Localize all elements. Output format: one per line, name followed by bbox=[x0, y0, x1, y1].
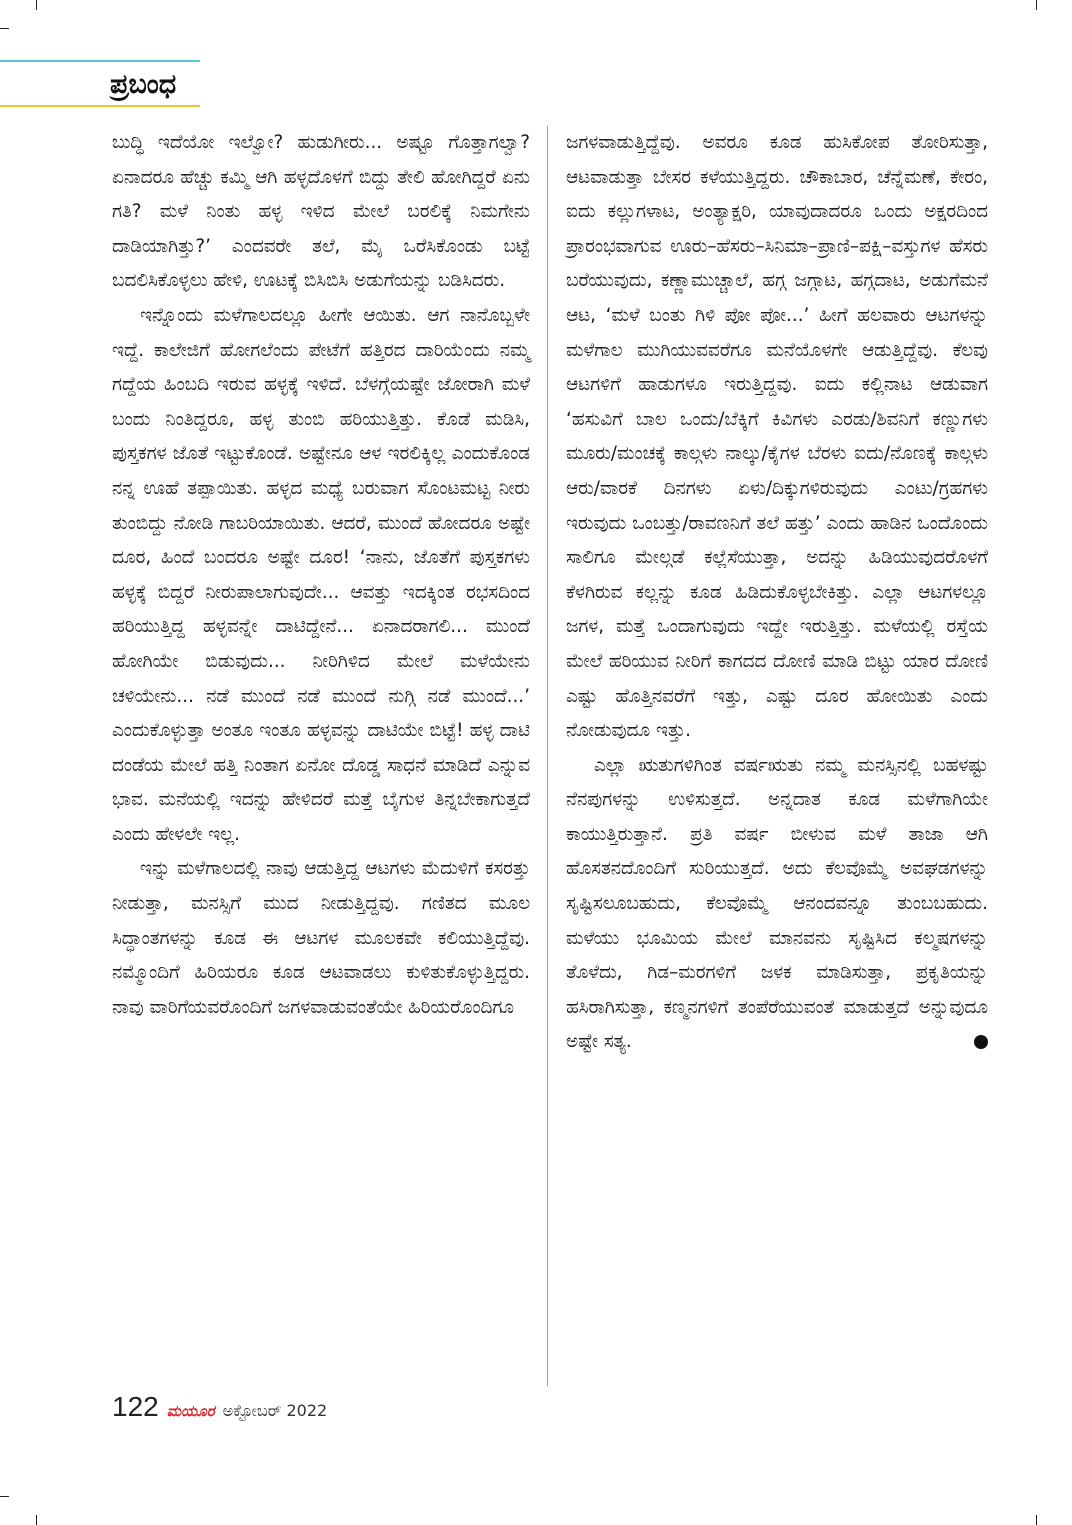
crop-mark bbox=[36, 0, 37, 10]
crop-mark bbox=[1036, 1515, 1037, 1525]
header-accent-line bbox=[0, 105, 200, 107]
crop-mark bbox=[1036, 0, 1037, 10]
page-footer bbox=[112, 1391, 327, 1431]
issue-date: ಅಕ್ಟೋಬರ್ 2022 bbox=[222, 1401, 328, 1420]
column-divider bbox=[547, 126, 548, 1386]
article-column-right bbox=[566, 126, 988, 1060]
section-header bbox=[0, 55, 210, 110]
section-title: ಪ್ರಬಂಧ bbox=[110, 69, 177, 100]
magazine-logo: ಮಯೂರ bbox=[166, 1402, 215, 1420]
paragraph: ಜಗಳವಾಡುತ್ತಿದ್ದೆವು. ಅವರೂ ಕೂಡ ಹುಸಿಕೋಪ ತೋರಿಸುತ್ತಾ, ಆಟವಾಡುತ್ತಾ ಬೇಸರ ಕಳೆಯುತ್ತಿದ್ದರು. ಚೌಕಾಬಾರ, ಚೆನ್ನೆಮಣೆ, ಕೇರಂ, ಐದು ಕಲ್ಲುಗಳಾಟ, ಅಂತ್ಯಾಕ್ಷರಿ, ಯಾವುದಾದರೂ ಒಂದು ಅಕ್ಷರದಿಂದ ಪ್ರಾರಂಭವಾಗುವ ಊರು–ಹೆಸರು–ಸಿನಿಮಾ–ಪ್ರಾಣಿ–ಪಕ್ಷಿ–ವಸ್ತುಗಳ ಹೆಸರು ಬರೆಯುವುದು, ಕಣ್ಣಾಮುಚ್ಚಾಲೆ, ಹಗ್ಗ ಜಗ್ಗಾಟ, ಹಗ್ಗದಾಟ, ಅಡುಗೆಮನೆ ಆಟ, ‘ಮಳೆ ಬಂತು ಗಿಳಿ ಪೋ ಪೋ...’ ಹೀಗೆ ಹಲವಾರು ಆಟಗಳನ್ನು ಮಳೆಗಾಲ ಮುಗಿಯುವವರೆಗೂ ಮನೆಯೊಳಗೇ ಆಡುತ್ತಿದ್ದೆವು. ಕೆಲವು ಆಟಗಳಿಗೆ ಹಾಡುಗಳೂ ಇರುತ್ತಿದ್ದವು. ಐದು ಕಲ್ಲಿನಾಟ ಆಡುವಾಗ ‘ಹಸುವಿಗೆ ಬಾಲ ಒಂದು/ಬೆಕ್ಕಿಗೆ ಕಿವಿಗಳು ಎರಡು/ಶಿವನಿಗೆ ಕಣ್ಣುಗಳು ಮೂರು/ಮಂಚಕ್ಕೆ ಕಾಲ್ಗಳು ನಾಲ್ಕು/ಕೈಗಳ ಬೆರಳು ಐದು/ನೊಣಕ್ಕೆ ಕಾಲ್ಗಳು ಆರು/ವಾರಕೆ ದಿನಗಳು ಏಳು/ದಿಕ್ಕುಗಳಿರುವುದು ಎಂಟು/ಗ್ರಹಗಳು ಇರುವುದು ಒಂಬತ್ತು/ರಾವಣನಿಗೆ ತಲೆ ಹತ್ತು’ ಎಂದು ಹಾಡಿನ ಒಂದೊಂದು ಸಾಲಿಗೂ ಮೇಲ್ಗಡೆ ಕಲ್ಲೆಸೆಯುತ್ತಾ, ಅದನ್ನು ಹಿಡಿಯುವುದರೊಳಗೆ ಕೆಳಗಿರುವ ಕಲ್ಲನ್ನು ಕೂಡ ಹಿಡಿದುಕೊಳ್ಳಬೇಕಿತ್ತು. ಎಲ್ಲಾ ಆಟಗಳಲ್ಲೂ ಜಗಳ, ಮತ್ತೆ ಒಂದಾಗುವುದು ಇದ್ದೇ ಇರುತ್ತಿತ್ತು. ಮಳೆಯಲ್ಲಿ ರಸ್ತೆಯ ಮೇಲೆ ಹರಿಯುವ ನೀರಿಗೆ ಕಾಗದದ ದೋಣಿ ಮಾಡಿ ಬಿಟ್ಟು ಯಾರ ದೋಣಿ ಎಷ್ಟು ಹೊತ್ತಿನವರೆಗೆ ಇತ್ತು, ಎಷ್ಟು ದೂರ ಹೋಯಿತು ಎಂದು ನೋಡುವುದೂ ಇತ್ತು. bbox=[566, 132, 988, 742]
paragraph: ಬುದ್ಧಿ ಇದೆಯೋ ಇಲ್ವೋ? ಹುಡುಗೀರು... ಅಷ್ಟೂ ಗೊತ್ತಾಗಲ್ವಾ? ಏನಾದರೂ ಹೆಚ್ಚು ಕಮ್ಮಿ ಆಗಿ ಹಳ್ಳದೊಳಗೆ ಬಿದ್ದು ತೇಲಿ ಹೋಗಿದ್ದರೆ ಏನು ಗತಿ? ಮಳೆ ನಿಂತು ಹಳ್ಳ ಇಳಿದ ಮೇಲೆ ಬರಲಿಕ್ಕೆ ನಿಮಗೇನು ದಾಡಿಯಾಗಿತ್ತು?’ ಎಂದವರೇ ತಲೆ, ಮೈ ಒರೆಸಿಕೊಂಡು ಬಟ್ಟೆ ಬದಲಿಸಿಕೊಳ್ಳಲು ಹೇಳಿ, ಊಟಕ್ಕೆ ಬಿಸಿಬಿಸಿ ಅಡುಗೆಯನ್ನು ಬಡಿಸಿದರು. bbox=[112, 132, 530, 292]
page-number: 122 bbox=[112, 1391, 159, 1422]
header-accent-line bbox=[0, 60, 200, 62]
crop-mark bbox=[0, 28, 9, 29]
article-column-left bbox=[112, 126, 530, 1025]
paragraph-text: ಎಲ್ಲಾ ಋತುಗಳಿಗಿಂತ ವರ್ಷಋತು ನಮ್ಮ ಮನಸ್ಸಿನಲ್ಲಿ ಬಹಳಷ್ಟು ನೆನಪುಗಳನ್ನು ಉಳಿಸುತ್ತದೆ. ಅನ್ನದಾತ ಕೂಡ ಮಳೆಗಾಗಿಯೇ ಕಾಯುತ್ತಿರುತ್ತಾನೆ. ಪ್ರತಿ ವರ್ಷ ಬೀಳುವ ಮಳೆ ತಾಜಾ ಆಗಿ ಹೊಸತನದೊಂದಿಗೆ ಸುರಿಯುತ್ತದೆ. ಅದು ಕೆಲವೊಮ್ಮೆ ಅವಘಡಗಳನ್ನು ಸೃಷ್ಟಿಸಲೂಬಹುದು, ಕೆಲವೊಮ್ಮೆ ಆನಂದವನ್ನೂ ತುಂಬಬಹುದು. ಮಳೆಯು ಭೂಮಿಯ ಮೇಲೆ ಮಾನವನು ಸೃಷ್ಟಿಸಿದ ಕಲ್ಮಷಗಳನ್ನು ತೊಳೆದು, ಗಿಡ–ಮರಗಳಿಗೆ ಜಳಕ ಮಾಡಿಸುತ್ತಾ, ಪ್ರಕೃತಿಯನ್ನು ಹಸಿರಾಗಿಸುತ್ತಾ, ಕಣ್ಮನಗಳಿಗೆ ತಂಪೆರೆಯುವಂತೆ ಮಾಡುತ್ತದೆ ಅನ್ನುವುದೂ ಅಷ್ಟೇ ಸತ್ಯ. bbox=[566, 754, 988, 1053]
paragraph: ಇನ್ನು ಮಳೆಗಾಲದಲ್ಲಿ ನಾವು ಆಡುತ್ತಿದ್ದ ಆಟಗಳು ಮೆದುಳಿಗೆ ಕಸರತ್ತು ನೀಡುತ್ತಾ, ಮನಸ್ಸಿಗೆ ಮುದ ನೀಡುತ್ತಿದ್ದವು. ಗಣಿತದ ಮೂಲ ಸಿದ್ಧಾಂತಗಳನ್ನು ಕೂಡ ಈ ಆಟಗಳ ಮೂಲಕವೇ ಕಲಿಯುತ್ತಿದ್ದೆವು. ನಮ್ಮೊಂದಿಗೆ ಹಿರಿಯರೂ ಕೂಡ ಆಟವಾಡಲು ಕುಳಿತುಕೊಳ್ಳುತ್ತಿದ್ದರು. ನಾವು ವಾರಿಗೆಯವರೊಂದಿಗೆ ಜಗಳವಾಡುವಂತೆಯೇ ಹಿರಿಯರೊಂದಿಗೂ bbox=[112, 858, 530, 1018]
paragraph: ಇನ್ನೊಂದು ಮಳೆಗಾಲದಲ್ಲೂ ಹೀಗೇ ಆಯಿತು. ಆಗ ನಾನೊಬ್ಬಳೇ ಇದ್ದೆ. ಕಾಲೇಜಿಗೆ ಹೋಗಲೆಂದು ಪೇಟೆಗೆ ಹತ್ತಿರದ ದಾರಿಯೆಂದು ನಮ್ಮ ಗದ್ದೆಯ ಹಿಂಬದಿ ಇರುವ ಹಳ್ಳಕ್ಕೆ ಇಳಿದೆ. ಬೆಳಗ್ಗೆಯಷ್ಟೇ ಜೋರಾಗಿ ಮಳೆ ಬಂದು ನಿಂತಿದ್ದರೂ, ಹಳ್ಳ ತುಂಬಿ ಹರಿಯುತ್ತಿತ್ತು. ಕೊಡೆ ಮಡಿಸಿ, ಪುಸ್ತಕಗಳ ಜೊತೆ ಇಟ್ಟುಕೊಂಡೆ. ಅಷ್ಟೇನೂ ಆಳ ಇರಲಿಕ್ಕಿಲ್ಲ ಎಂದುಕೊಂಡ ನನ್ನ ಊಹೆ ತಪ್ಪಾಯಿತು. ಹಳ್ಳದ ಮಧ್ಯೆ ಬರುವಾಗ ಸೊಂಟಮಟ್ಟ ನೀರು ತುಂಬಿದ್ದು ನೋಡಿ ಗಾಬರಿಯಾಯಿತು. ಆದರೆ, ಮುಂದೆ ಹೋದರೂ ಅಷ್ಟೇ ದೂರ, ಹಿಂದೆ ಬಂದರೂ ಅಷ್ಟೇ ದೂರ! ‘ನಾನು, ಜೊತೆಗೆ ಪುಸ್ತಕಗಳು ಹಳ್ಳಕ್ಕೆ ಬಿದ್ದರೆ ನೀರುಪಾಲಾಗುವುದೇ... ಆವತ್ತು ಇದಕ್ಕಿಂತ ರಭಸದಿಂದ ಹರಿಯುತ್ತಿದ್ದ ಹಳ್ಳವನ್ನೇ ದಾಟಿದ್ದೇನೆ... ಏನಾದರಾಗಲಿ... ಮುಂದೆ ಹೋಗಿಯೇ ಬಿಡುವುದು... ನೀರಿಗಿಳಿದ ಮೇಲೆ ಮಳೆಯೇನು ಚಳಿಯೇನು... ನಡೆ ಮುಂದೆ ನಡೆ ಮುಂದೆ ನುಗ್ಗಿ ನಡೆ ಮುಂದೆ...’ ಎಂದುಕೊಳ್ಳುತ್ತಾ ಅಂತೂ ಇಂತೂ ಹಳ್ಳವನ್ನು ದಾಟಿಯೇ ಬಿಟ್ಟೆ! ಹಳ್ಳ ದಾಟಿ ದಂಡೆಯ ಮೇಲೆ ಹತ್ತಿ ನಿಂತಾಗ ಏನೋ ದೊಡ್ಡ ಸಾಧನೆ ಮಾಡಿದೆ ಎನ್ನುವ ಭಾವ. ಮನೆಯಲ್ಲಿ ಇದನ್ನು ಹೇಳಿದರೆ ಮತ್ತೆ ಬೈಗುಳ ತಿನ್ನಬೇಕಾಗುತ್ತದೆ ಎಂದು ಹೇಳಲೇ ಇಲ್ಲ. bbox=[112, 304, 530, 845]
end-of-article-bullet-icon bbox=[974, 1035, 988, 1049]
crop-mark bbox=[0, 1496, 9, 1497]
crop-mark bbox=[36, 1515, 37, 1525]
paragraph-last bbox=[566, 749, 988, 1060]
